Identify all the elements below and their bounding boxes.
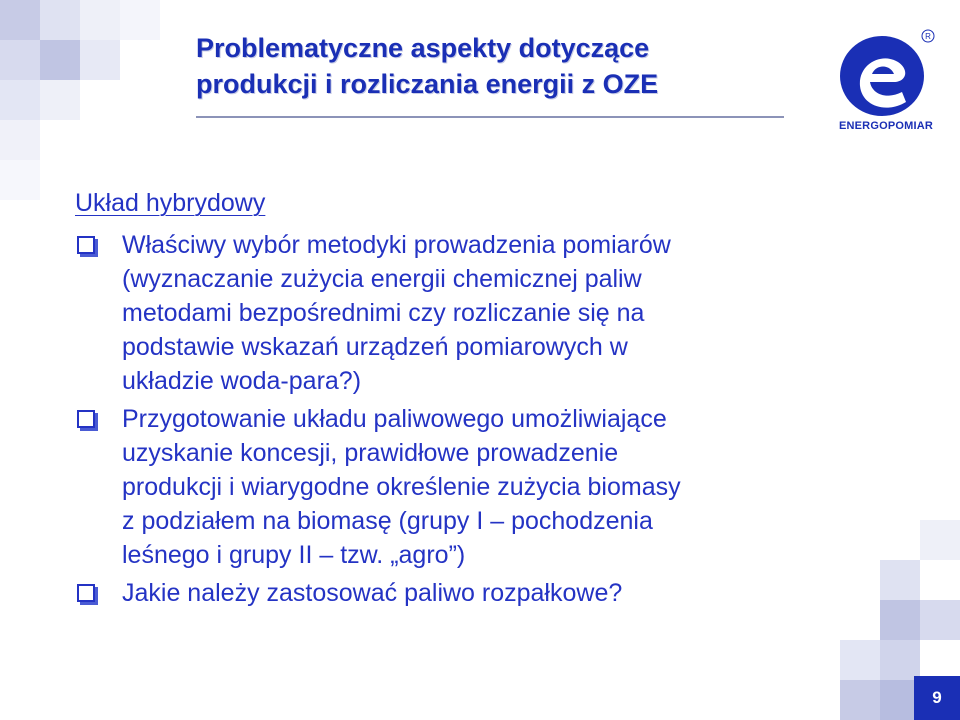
- bullet-line: Przygotowanie układu paliwowego umożliwiające: [122, 405, 667, 433]
- bullet-line: leśnego i grupy II – tzw. „agro”): [122, 541, 466, 569]
- page-number: 9: [914, 676, 960, 720]
- bullet-line: układzie woda-para?): [122, 367, 362, 395]
- title-line: produkcji i rozliczania energii z OZE: [196, 69, 659, 99]
- registered-mark: R: [925, 32, 931, 41]
- bullet-item: [75, 576, 875, 610]
- bullet-line: (wyznaczanie zużycia energii chemicznej paliw: [122, 265, 642, 293]
- title-line: Problematyczne aspekty dotyczące: [196, 33, 650, 63]
- bullet-line: Jakie należy zastosować paliwo rozpałkowe?: [122, 579, 623, 607]
- checkbox-bullet-icon: [77, 236, 95, 254]
- bullet-line: produkcji i wiarygodne określenie zużycia biomasy: [122, 473, 681, 501]
- bullet-item: [75, 228, 875, 398]
- checkbox-bullet-icon: [77, 410, 95, 428]
- checkbox-bullet-icon: [77, 584, 95, 602]
- bullet-item: [75, 402, 875, 572]
- logo-text: ENERGOPOMIAR: [838, 120, 934, 132]
- section-heading: Układ hybrydowy: [75, 189, 266, 217]
- bullet-line: uzyskanie koncesji, prawidłowe prowadzenie: [122, 439, 619, 467]
- bullet-line: podstawie wskazań urządzeń pomiarowych w: [122, 333, 628, 361]
- bullet-line: z podziałem na biomasę (grupy I – pochodzenia: [122, 507, 653, 535]
- bullet-line: metodami bezpośrednimi czy rozliczanie się na: [122, 299, 645, 327]
- title-divider: [196, 116, 784, 118]
- slide-body: [75, 186, 875, 614]
- slide-title: [196, 30, 776, 102]
- bullet-line: Właściwy wybór metodyki prowadzenia pomiarów: [122, 231, 671, 259]
